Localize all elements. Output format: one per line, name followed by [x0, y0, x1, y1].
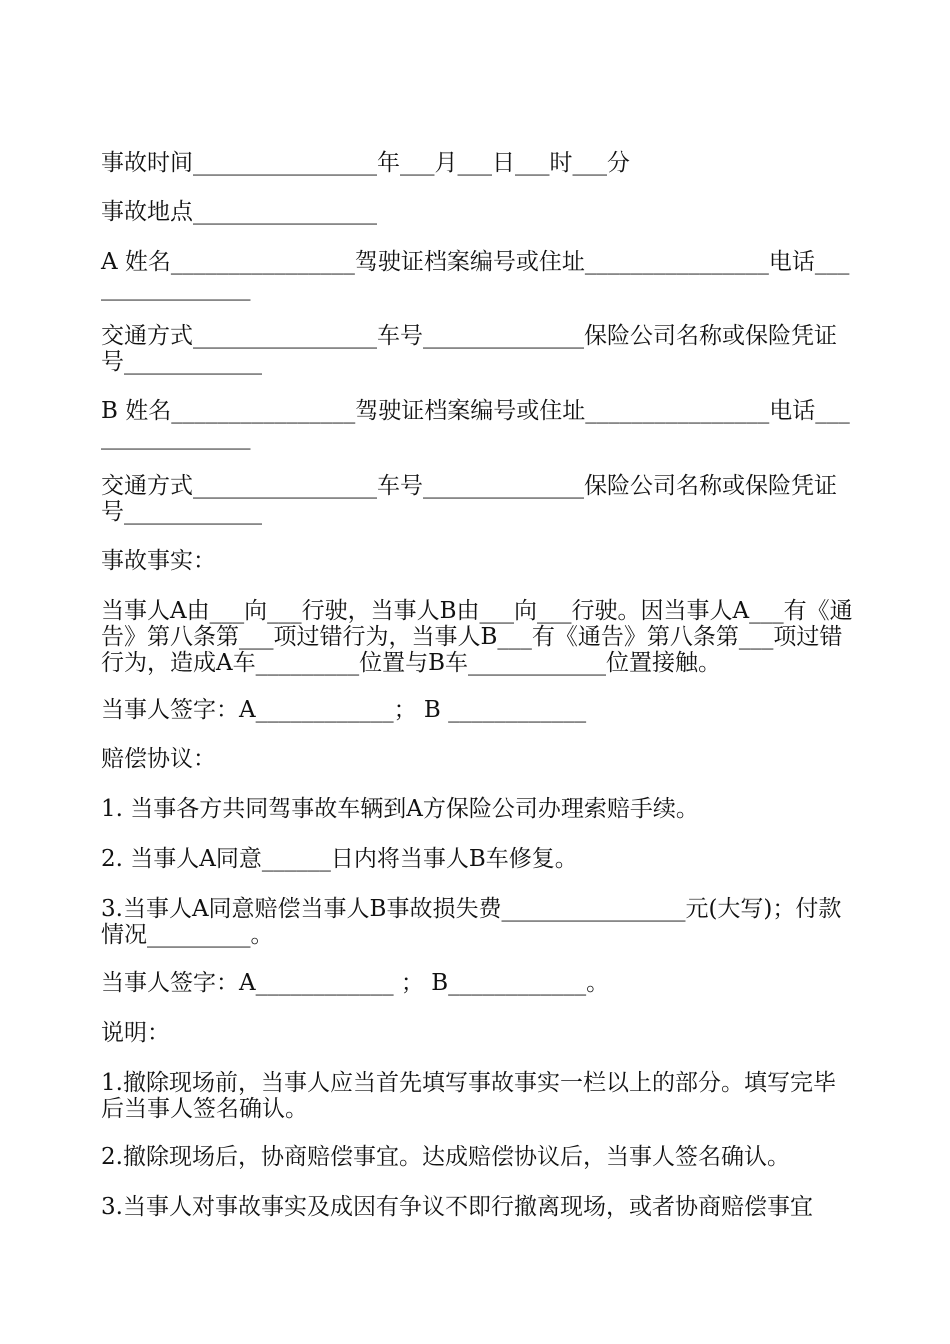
- party-a-vehicle-line: 交通方式________________车号______________保险公司名称或保险凭证号____________: [101, 323, 837, 375]
- accident-facts-text: 当事人A由___向___行驶，当事人B由___向___行驶。因当事人A___有《通告》第八条第___项过错行为，当事人B___有《通告》第八条第___项过错行为，造成A车_________位置与B车____________位置接触。: [101, 598, 853, 676]
- compensation-heading: 赔偿协议：: [101, 746, 216, 772]
- accident-facts-heading: 事故事实：: [101, 548, 216, 574]
- note-item-1: 1.撤除现场前，当事人应当首先填写事故事实一栏以上的部分。填写完毕后当事人签名确认。: [101, 1070, 836, 1122]
- compensation-item-2: 2. 当事人A同意______日内将当事人B车修复。: [101, 846, 578, 872]
- accident-time-line: 事故时间________________年___月___日___时___分: [101, 150, 630, 176]
- signature-line-2: 当事人签字：A____________ ； B____________。: [101, 970, 610, 996]
- compensation-item-1: 1. 当事各方共同驾事故车辆到A方保险公司办理索赔手续。: [101, 796, 699, 822]
- note-item-3: 3.当事人对事故事实及成因有争议不即行撤离现场，或者协商赔偿事宜: [101, 1194, 813, 1220]
- notes-heading: 说明：: [101, 1020, 170, 1046]
- compensation-item-3: 3.当事人A同意赔偿当事人B事故损失费________________元(大写)；付款情况_________。: [101, 896, 842, 948]
- accident-location-line: 事故地点________________: [101, 199, 377, 225]
- party-a-info-line: A 姓名________________驾驶证档案编号或住址________________电话________________: [101, 249, 850, 301]
- note-item-2: 2.撤除现场后，协商赔偿事宜。达成赔偿协议后，当事人签名确认。: [101, 1144, 790, 1170]
- signature-line-1: 当事人签字：A____________； B ____________: [101, 697, 587, 723]
- party-b-vehicle-line: 交通方式________________车号______________保险公司名称或保险凭证号____________: [101, 473, 837, 525]
- party-b-info-line: B 姓名________________驾驶证档案编号或住址________________电话________________: [101, 398, 850, 450]
